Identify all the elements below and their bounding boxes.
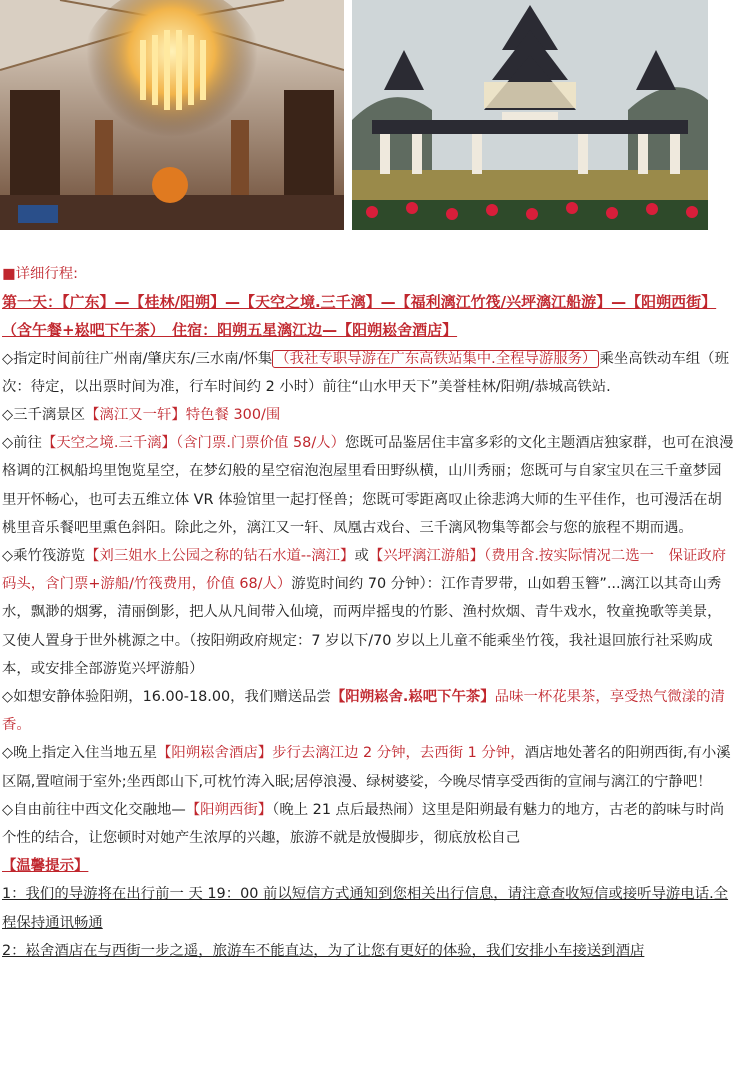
hotel-intro: ◇晚上指定入住当地五星 bbox=[2, 745, 157, 762]
itinerary-text bbox=[2, 260, 734, 965]
tips-heading bbox=[2, 852, 734, 880]
tea-text: 品味一杯花果茶，享受热气微漾的清香。 bbox=[2, 689, 725, 734]
raft-or: 或 bbox=[354, 548, 369, 565]
hotel-text: 酒店地处著名的阳朔西街,有小溪区隔,置喧闹于室外;坐西郎山下,可枕竹涛入眠;居停浪漫、绿树婆娑，今晚尽情享受西街的宣闹与漓江的宁静吧！ bbox=[2, 745, 731, 790]
west-street-highlight: 【阳朔西街】 bbox=[185, 801, 273, 818]
sky-mirror-highlight: 【天空之境.三千漓】（含门票.门票价值 58/人） bbox=[41, 435, 345, 452]
sky-mirror-text: 您既可品鉴居住丰富多彩的文化主题酒店独家群，也可在浪漫格调的江枫船坞里饱览星空，在梦幻般的星空宿泡泡屋里看田野纵横，山川秀丽；您既可与自家宝贝在三千童梦园里开怀畅心，也可去五维立体 VR 体验馆里一起打怪兽；您既可零距离叹止徐悲鸿大师的生平佳作，也可漫活在胡桃里音乐餐吧里熏色斜阳。除此之外，漓江又一轩、凤凰古戏台、三千漓风物集等都会与您的旅程不期而遇。 bbox=[2, 435, 734, 536]
tip-2: 2：崧舍酒店在与西街一步之遥，旅游车不能直达，为了让您有更好的体验，我们安排小车接送到酒店 bbox=[2, 942, 645, 959]
paragraph-hotel bbox=[2, 739, 734, 795]
paragraph-lunch bbox=[2, 401, 734, 429]
paragraph-tea bbox=[2, 683, 734, 739]
sky-mirror-intro: ◇前往 bbox=[2, 435, 42, 452]
lunch-highlight: 【漓江又一轩】特色餐 300/围 bbox=[85, 407, 281, 424]
paragraph-west-street bbox=[2, 796, 734, 852]
train-text: 乘坐高铁动车组（班次：待定，以出票时间为准，行车时间约 2 小时）前往“山水甲天下”美誉桂林/阳朔/恭城高铁站. bbox=[2, 350, 729, 395]
departure-text: ◇指定时间前往广州南/肇庆东/三水南/怀集 bbox=[2, 350, 273, 367]
raft-text: 游览时间约 70 分钟）：江作青罗带，山如碧玉簪”...漓江以其奇山秀水，飘渺的烟雾，清丽倒影，把人从凡间带入仙境，而两岸摇曳的竹影、渔村炊烟、青牛戏水，牧童挽歌等美景，又使人置身于世外桃源之中。（按阳朔政府规定：7 岁以下/70 岁以上儿童不能乘坐竹筏，我社退回旅行社采购成本，或安排全部游览兴坪游船） bbox=[2, 576, 722, 677]
raft-fee-note: （费用含.按实际情况二选一 保证政府码头，含门票+游船/竹筏费用，价值 68/人） bbox=[2, 548, 727, 593]
hotel-lobby-photo bbox=[0, 0, 344, 230]
photo-strip bbox=[0, 0, 736, 232]
raft-intro: ◇乘竹筏游览 bbox=[2, 548, 86, 565]
paragraph-sky-mirror bbox=[2, 429, 734, 542]
tip-1: 1：我们的导游将在出行前一 天 19：00 前以短信方式通知到您相关出行信息，请注意查收短信或接听导游电话.全程保持通讯畅通 bbox=[2, 886, 729, 931]
tips-title: 【温馨提示】 bbox=[2, 858, 89, 875]
raft-option-1: 【刘三姐水上公园之称的钻石水道--漓江】 bbox=[85, 548, 355, 565]
west-street-intro: ◇自由前往中西文化交融地— bbox=[2, 801, 186, 818]
paragraph-raft bbox=[2, 542, 734, 683]
tea-intro: ◇如想安静体验阳朔，16.00-18.00，我们赠送品尝 bbox=[2, 689, 331, 706]
day1-title: 第一天：【广东】—【桂林/阳朔】—【天空之境.三千漓】—【福利漓江竹筏/兴坪漓江船游】—【阳朔西街】（含午餐+崧吧下午茶） 住宿：阳朔五星漓江边—【阳朔崧舍酒店】 bbox=[2, 293, 717, 340]
detail-itinerary-heading bbox=[2, 260, 734, 288]
west-street-text: （晚上 21 点后最热闹）这里是阳朔最有魅力的地方，古老的韵味与时尚个性的结合，让您顿时对她产生浓厚的兴趣，旅游不就是放慢脚步，彻底放松自己 bbox=[2, 801, 725, 847]
detail-itinerary-label: ■详细行程: bbox=[2, 266, 79, 282]
guide-service-note: （我社专职导游在广东高铁站集中.全程导游服务） bbox=[272, 350, 599, 368]
drum-tower-gate-photo bbox=[352, 0, 708, 230]
tea-highlight: 【阳朔崧舍.崧吧下午茶】 bbox=[330, 689, 495, 706]
lunch-intro: ◇三千漓景区 bbox=[2, 407, 86, 424]
raft-option-2: 【兴坪漓江游船】 bbox=[368, 548, 484, 565]
hotel-highlight: 【阳朔崧舍酒店】步行去漓江边 2 分钟，去西街 1 分钟， bbox=[156, 745, 525, 762]
paragraph-departure bbox=[2, 345, 734, 401]
